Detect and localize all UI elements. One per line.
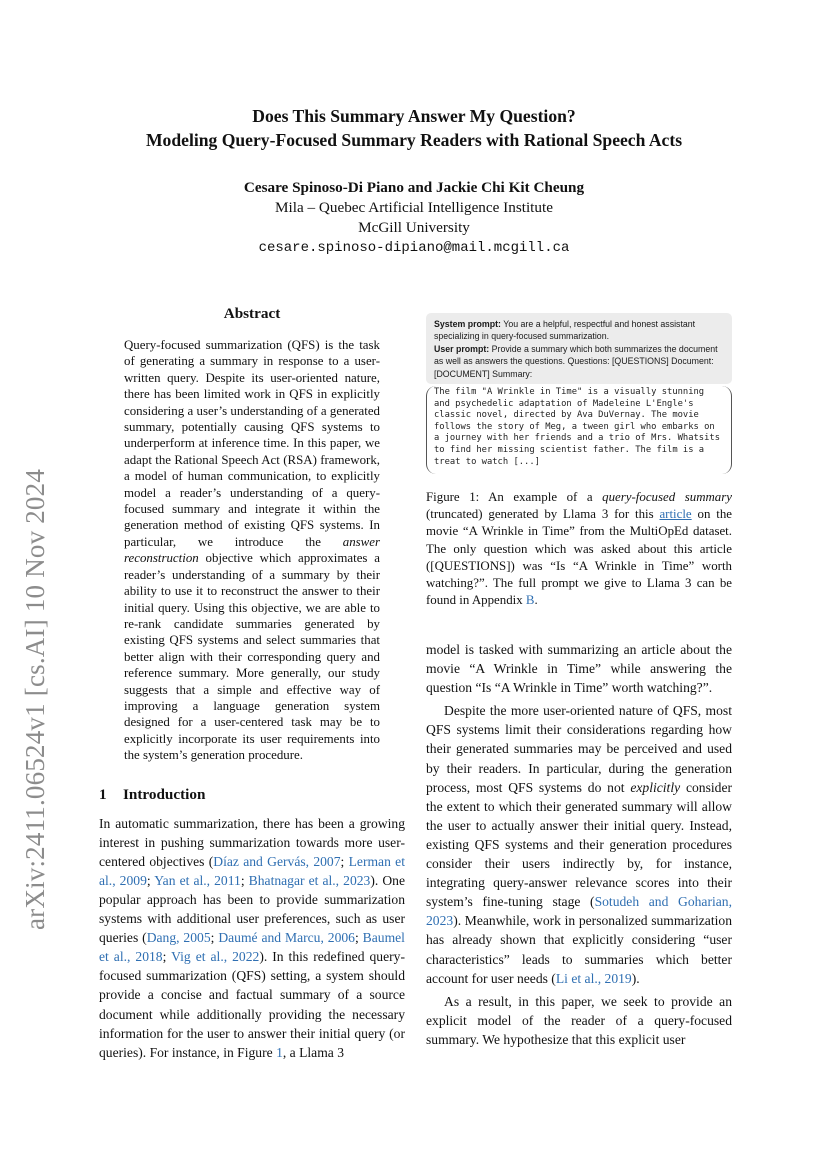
paragraph-text: ). Meanwhile, work in personalized summarization has already shown that explicitly considering “user characteristics” leads to summaries which better account for user needs ( — [426, 913, 732, 986]
intro-text: In automatic summarization, there has been a growing interest in pushing summarization towards more user-centered objectives ( — [99, 815, 405, 869]
citation-sotudeh-goharian[interactable]: Sotudeh and Goharian, 2023 — [426, 894, 732, 929]
paper-title-line-1: Does This Summary Answer My Question? — [252, 106, 576, 126]
citation-bhatnagar[interactable]: Bhatnagar et al., 2023 — [248, 872, 371, 888]
figure-summary-output — [426, 386, 732, 474]
abstract-part-2: objective which approximates a reader’s understanding of a summary by their ability to use it to reconstruct the answer to their initial query. Using this objective, we are able to re-rank candidate summaries generated by existing QFS systems and select summaries that better align with their corresponding query and reference summary. More generally, our study suggests that a simple and effective way of improving a language generation system designed for a user-centered task may be to explicitly incorporate its user requirements into the system’s generation procedure. — [124, 551, 380, 763]
summary-output-text: The film "A Wrinkle in Time" is a visually stunning and psychedelic adaptation of Madeleine L'Engle's classic novel, directed by Ava DuVernay. The movie follows the story of Meg, a tween girl who embarks on a journey with her friends and a trio of Mrs. Whatsits to find her missing scientist father. The film is a treat to watch [...] — [434, 387, 720, 467]
intro-text: ; — [162, 949, 172, 965]
citation-yan[interactable]: Yan et al., 2011 — [154, 872, 241, 888]
appendix-reference-link[interactable]: B — [525, 593, 535, 608]
abstract-text — [124, 337, 380, 764]
user-prompt-text: Provide a summary which both summarizes the document as well as answers the questions. Questions: [QUESTIONS] Document: [DOCUMENT] Summary: — [434, 343, 718, 379]
affiliation-mcgill: McGill University — [358, 219, 470, 236]
right-paragraph-3: As a result, in this paper, we seek to provide an explicit model of the reader of a query-focused summary. We hypothesize that this explicit user — [426, 993, 732, 1047]
intro-text: ; — [210, 930, 219, 946]
caption-text: Figure 1: An example of a — [426, 490, 603, 504]
caption-emphasis: query-focused summary — [602, 490, 732, 504]
citation-baumel[interactable]: Baumel et al., 2018 — [99, 930, 405, 965]
citation-vig[interactable]: Vig et al., 2022 — [171, 949, 260, 965]
abstract-heading: Abstract — [223, 305, 281, 322]
article-link[interactable]: article — [659, 507, 692, 522]
right-brace — [721, 386, 732, 474]
figure-reference-link[interactable]: 1 — [276, 1044, 283, 1060]
figure-prompt-box — [426, 313, 732, 384]
citation-diaz-gervas[interactable]: Díaz and Gervás, 2007 — [213, 853, 341, 869]
abstract-emphasis: answer reconstruction — [124, 534, 380, 566]
citation-daume-marcu[interactable]: Daumé and Marcu, 2006 — [218, 930, 355, 946]
paragraph-text: consider the extent to which their generated summary will allow the user to actually answer their initial query. Instead, existing QFS systems and their generation procedures consider their users indirectly by, for instance, integrating query-answer relevance scores into their system’s fine-tuning stage ( — [426, 779, 733, 910]
paper-authors: Cesare Spinoso-Di Piano and Jackie Chi Kit Cheung — [243, 179, 585, 196]
intro-text: ; — [240, 872, 249, 888]
caption-text: on the movie “A Wrinkle in Time” from the MultiOpEd dataset. The only question which was asked about this article ([QUESTIONS]) was “Is “A Wrinkle in Time” worth watching?”. The full prompt we give to Llama 3 can be found in Appendix — [426, 507, 732, 608]
paper-title-line-2: Modeling Query-Focused Summary Readers with Rational Speech Acts — [145, 130, 683, 150]
intro-text: ). One popular approach has been to provide summarization systems with additional user preferences, such as user queries ( — [99, 872, 405, 946]
caption-text: (truncated) generated by Llama 3 for this — [426, 507, 660, 522]
right-paragraph-1: model is tasked with summarizing an article about the movie “A Wrinkle in Time” while answering the question “Is “A Wrinkle in Time” worth watching?”. — [426, 642, 732, 696]
citation-dang[interactable]: Dang, 2005 — [146, 930, 211, 946]
section-heading-introduction — [99, 786, 405, 804]
user-prompt-label: User prompt: — [434, 343, 490, 354]
citation-lerman[interactable]: Lerman et al., 2009 — [99, 853, 405, 888]
caption-text: . — [534, 593, 538, 608]
abstract-part-1: Query-focused summarization (QFS) is the task of generating a summary in response to a user-written query. Despite its user-oriented nature, there has been limited work in QFS in explicitly considering a user’s understanding of a generated summary, potentially causing QFS systems to underperform at inference time. In this paper, we adapt the Rational Speech Act (RSA) framework, a model of human communication, to explicitly model a reader’s understanding of a query-focused summary and integrate it within the generation method of existing QFS systems. In particular, we introduce the — [124, 338, 380, 549]
citation-li[interactable]: Li et al., 2019 — [555, 970, 632, 986]
left-column — [99, 305, 405, 1062]
figure-caption — [426, 489, 732, 609]
intro-text: ; — [354, 930, 363, 946]
arxiv-identifier-stamp: arXiv:2411.06524v1 [cs.AI] 10 Nov 2024 — [20, 468, 50, 930]
right-paragraph-2 — [426, 701, 732, 987]
paragraph-text: Despite the more user-oriented nature of QFS, most QFS systems limit their considerations regarding how their generated summaries may be perceived and used by their readers. In particular, during the generation process, most QFS systems do not — [426, 703, 732, 795]
section-title: Introduction — [123, 785, 206, 803]
paper-header — [0, 104, 828, 258]
system-prompt-label: System prompt: — [434, 319, 501, 329]
intro-text: ; — [340, 853, 349, 869]
paragraph-text: ). — [631, 970, 640, 986]
intro-text: ; — [146, 872, 155, 888]
introduction-paragraph — [99, 814, 405, 1062]
paragraph-emphasis: explicitly — [630, 779, 681, 795]
affiliation-mila: Mila – Quebec Artificial Intelligence Institute — [275, 199, 553, 216]
intro-text: ). In this redefined query-focused summarization (QFS) setting, a system should provide a concise and factual summary of a source document while additionally providing the necessary information for the user to answer their initial query (or queries). For instance, in Figure — [99, 949, 405, 1060]
section-number: 1 — [99, 785, 107, 803]
system-prompt-text: You are a helpful, respectful and honest assistant specializing in query-focused summarization. — [434, 319, 696, 342]
intro-text: , a Llama 3 — [282, 1044, 345, 1060]
author-email: cesare.spinoso-dipiano@mail.mcgill.ca — [258, 240, 570, 256]
right-column-body — [426, 640, 732, 1049]
